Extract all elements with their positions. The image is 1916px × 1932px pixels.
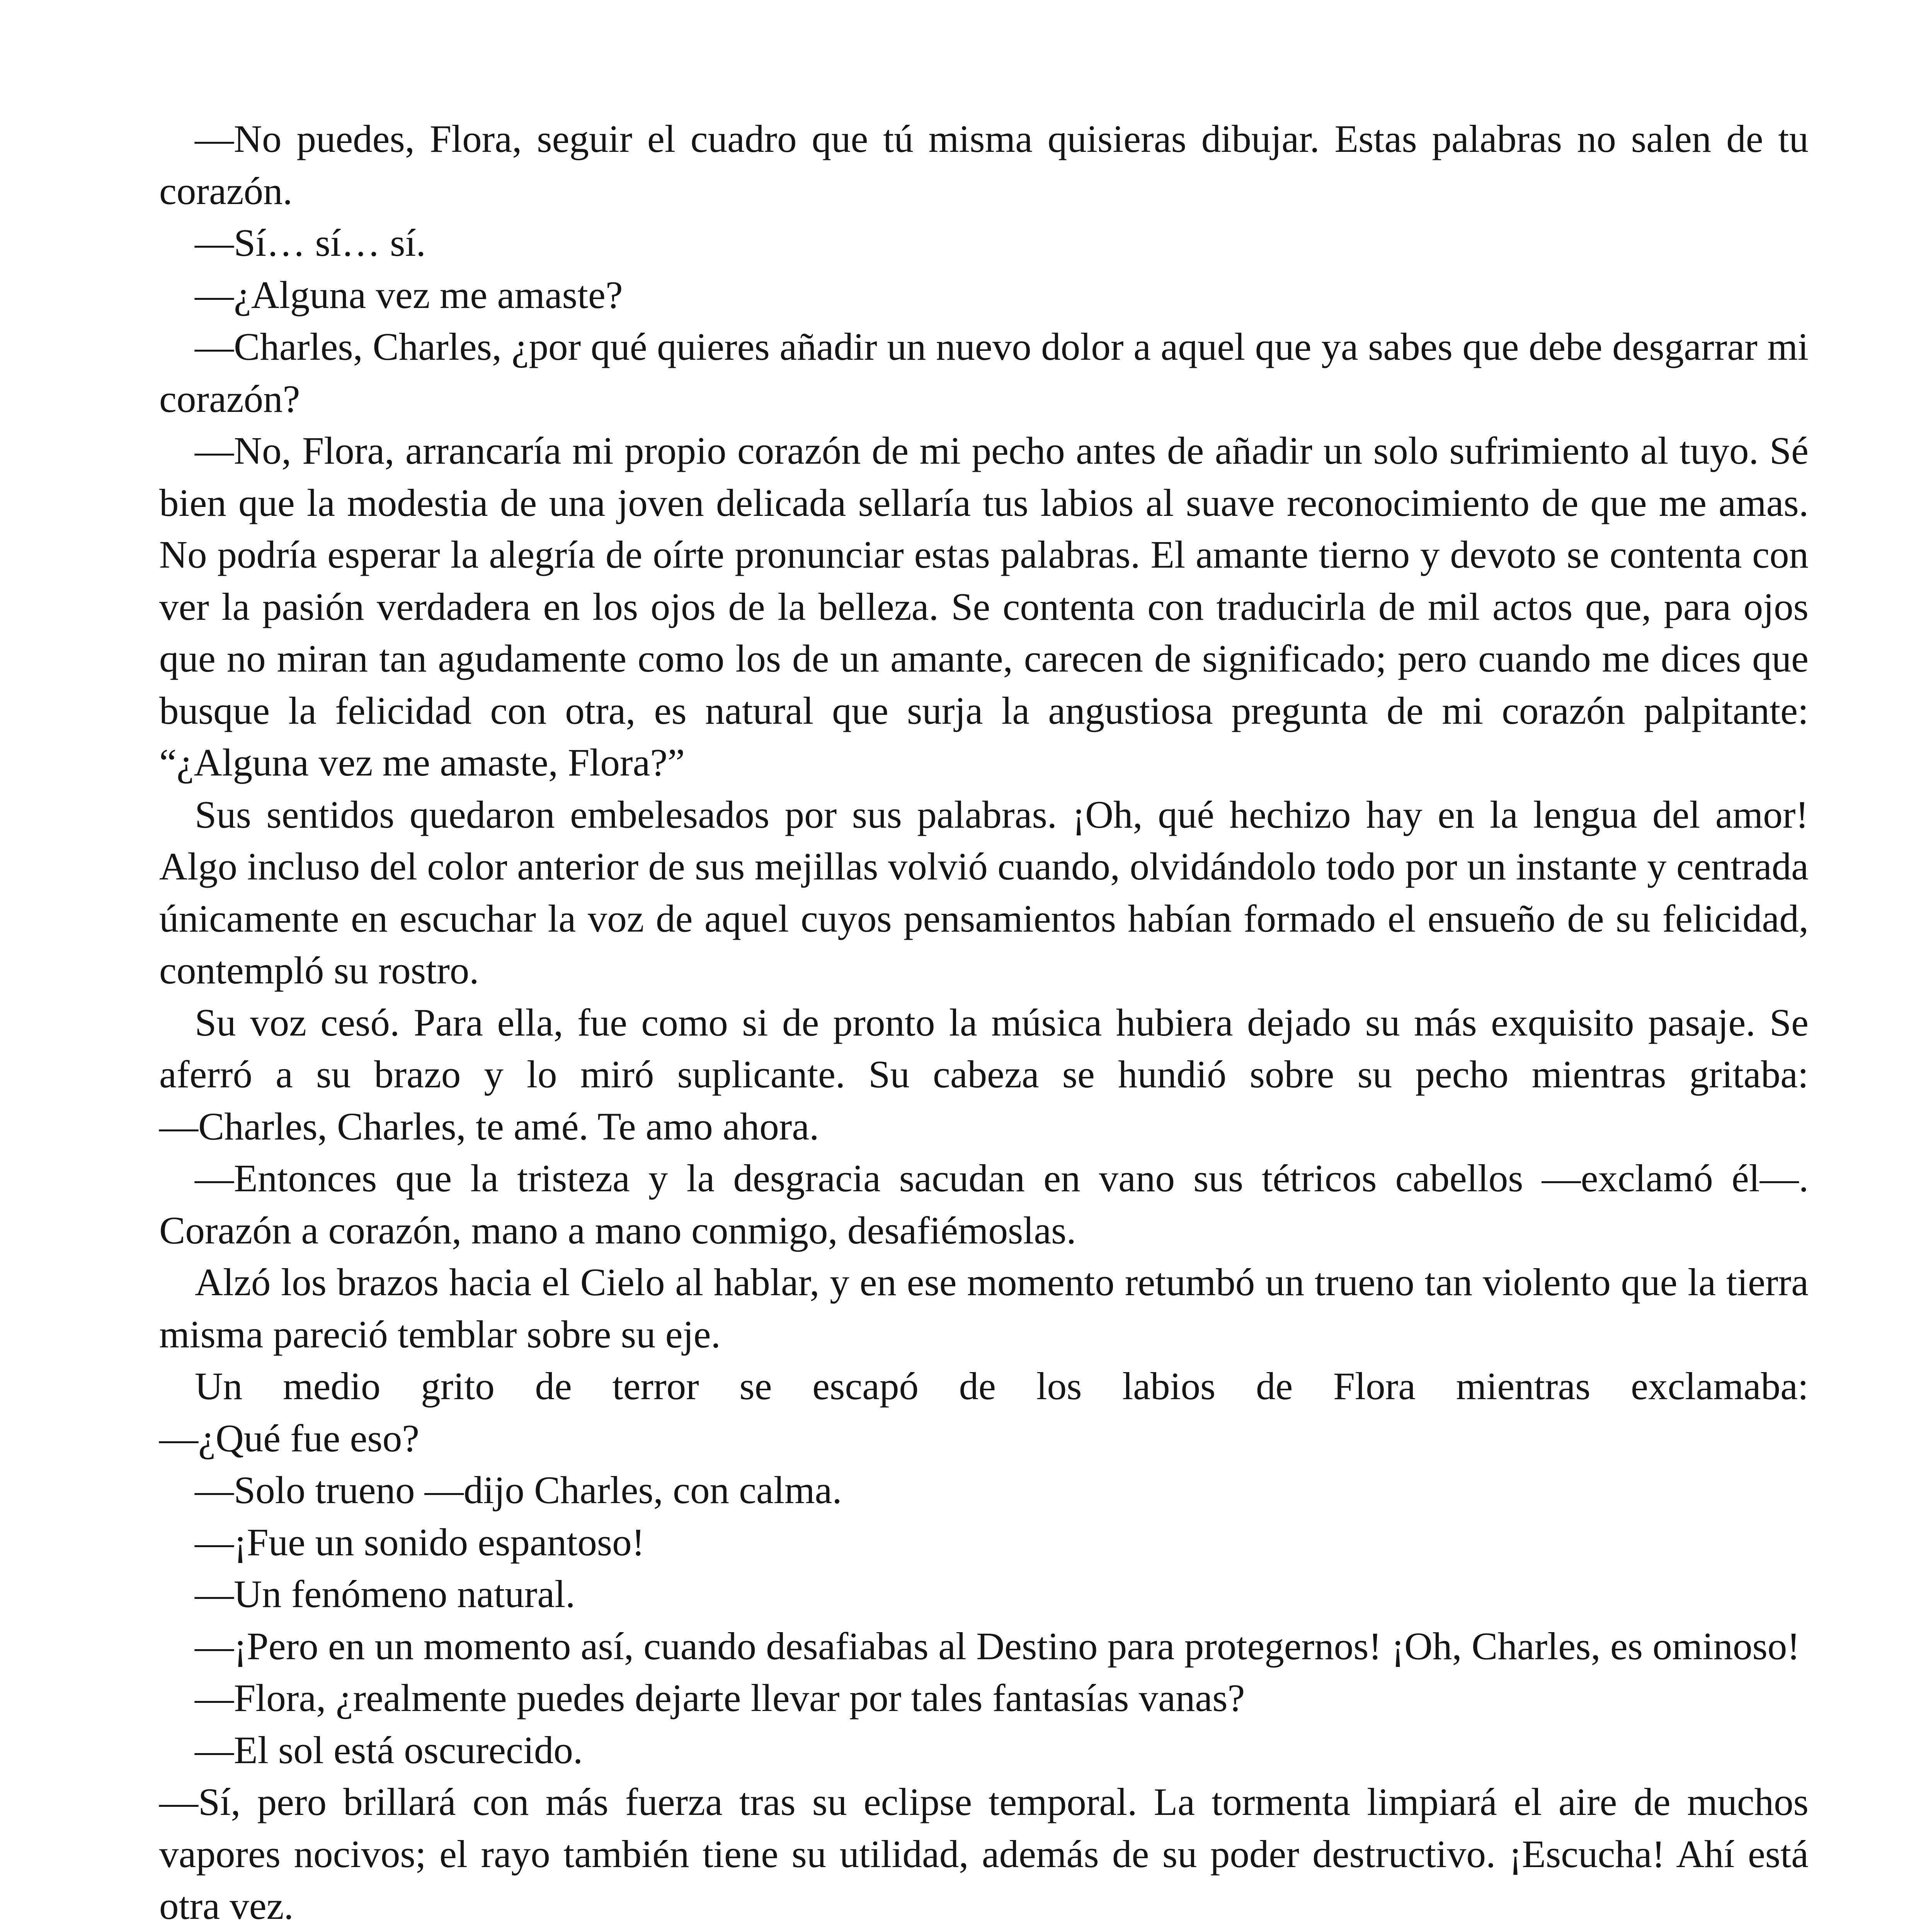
paragraph: —Solo trueno —dijo Charles, con calma. [195,1468,842,1512]
paragraph: —Charles, Charles, te amé. Te amo ahora. [159,1104,819,1148]
paragraph: Sus sentidos quedaron embelesados por sus palabras. ¡Oh, qué hechizo hay en la lengua del amor! Algo incluso del color anterior de sus mejillas volvió cuando, olvidándolo todo por un instante y centrada únicamente en escuchar la voz de aquel cuyos pensamientos habían formado el ensueño de su felicidad, contempló su rostro. [159,793,1809,992]
paragraph: —Sí, pero brillará con más fuerza tras su eclipse temporal. La tormenta limpiará el aire de muchos vapores nocivos; el rayo también tiene su utilidad, además de su poder destructivo. ¡Escucha! Ahí está otra vez. [159,1780,1809,1927]
paragraph: —¡Pero en un momento así, cuando desafiabas al Destino para protegernos! ¡Oh, Charles, es ominoso! [195,1624,1800,1668]
paragraph: —¿Qué fue eso? [159,1416,420,1460]
paragraph: Alzó los brazos hacia el Cielo al hablar, y en ese momento retumbó un trueno tan violento que la tierra misma pareció temblar sobre su eje. [159,1260,1809,1356]
paragraph: —No puedes, Flora, seguir el cuadro que tú misma quisieras dibujar. Estas palabras no salen de tu corazón. [159,117,1809,213]
body-text [159,113,1809,1932]
paragraph: —Charles, Charles, ¿por qué quieres añadir un nuevo dolor a aquel que ya sabes que debe desgarrar mi corazón? [159,325,1809,420]
paragraph: —Flora, ¿realmente puedes dejarte llevar por tales fantasías vanas? [195,1676,1245,1719]
paragraph: —¿Alguna vez me amaste? [195,273,623,316]
paragraph: —¡Fue un sonido espantoso! [195,1520,645,1564]
paragraph: —El sol está oscurecido. [195,1728,583,1772]
paragraph: Un medio grito de terror se escapó de los labios de Flora mientras exclamaba: [195,1364,1809,1408]
paragraph: —No, Flora, arrancaría mi propio corazón de mi pecho antes de añadir un solo sufrimiento al tuyo. Sé bien que la modestia de una joven delicada sellaría tus labios al suave reconocimiento de que me amas. No podría esperar la alegría de oírte pronunciar estas palabras. El amante tierno y devoto se contenta con ver la pasión verdadera en los ojos de la belleza. Se contenta con traducirla de mil actos que, para ojos que no miran tan agudamente como los de un amante, carecen de significado; pero cuando me dices que busque la felicidad con otra, es natural que surja la angustiosa pregunta de mi corazón palpitante: “¿Alguna vez me amaste, Flora?” [159,429,1809,784]
paragraph: —Sí… sí… sí. [195,221,426,264]
paragraph: —Entonces que la tristeza y la desgracia sacudan en vano sus tétricos cabellos —exclamó él—. Corazón a corazón, mano a mano conmigo, desafiémoslas. [159,1156,1809,1252]
paragraph: Su voz cesó. Para ella, fue como si de pronto la música hubiera dejado su más exquisito pasaje. Se aferró a su brazo y lo miró suplicante. Su cabeza se hundió sobre su pecho mientras gritaba: [159,1000,1809,1096]
paragraph: —Un fenómeno natural. [195,1572,575,1616]
